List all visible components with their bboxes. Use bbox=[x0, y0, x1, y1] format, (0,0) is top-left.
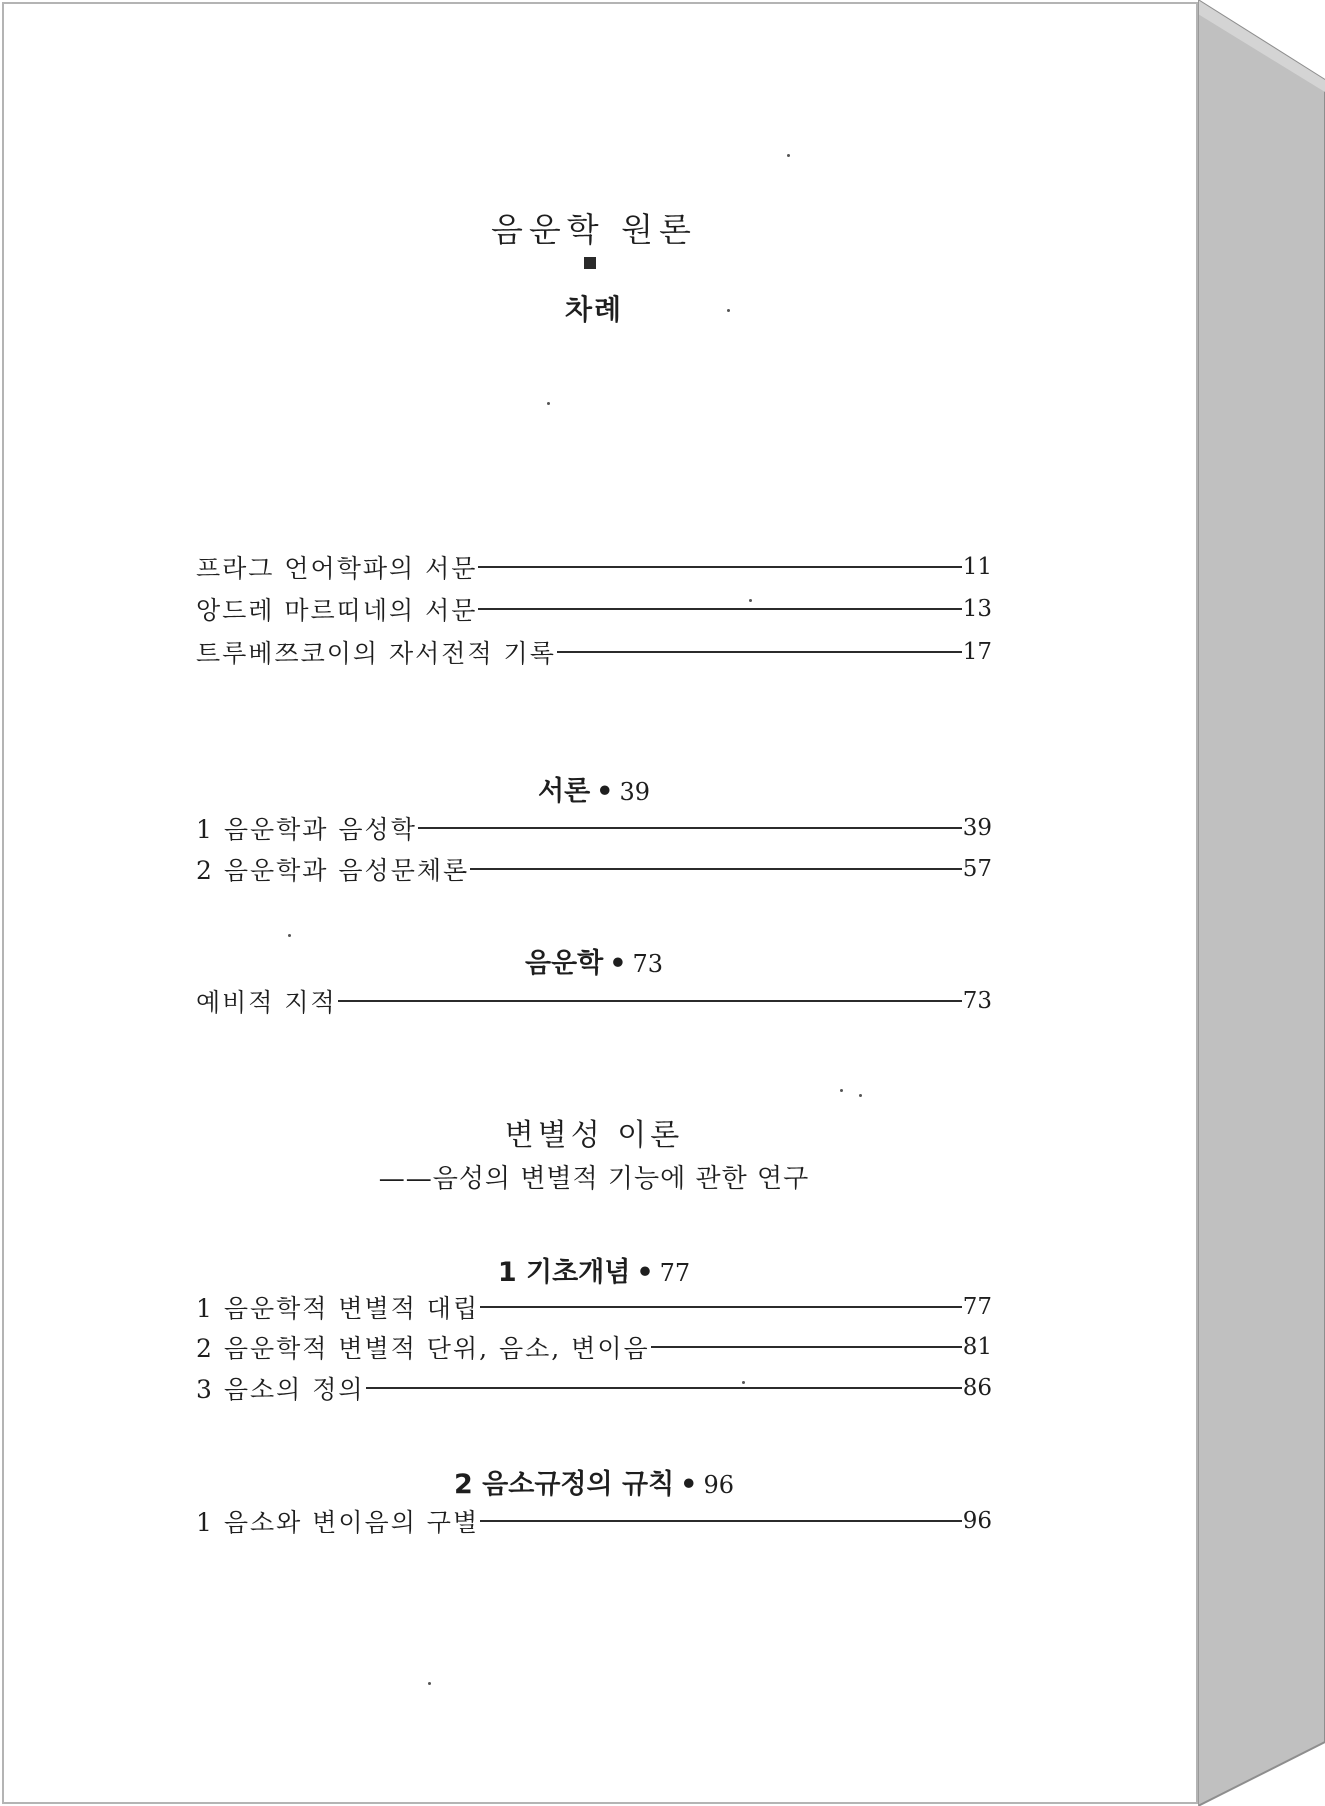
leader-line bbox=[480, 1306, 962, 1308]
chapter-heading-2 bbox=[4, 1462, 1184, 1501]
leader-line bbox=[338, 1000, 962, 1002]
toc-entry-page: 96 bbox=[962, 1508, 992, 1534]
chapter-page: 77 bbox=[659, 1259, 691, 1287]
toc-entry-label: 앙드레 마르띠네의 서문 bbox=[196, 596, 478, 625]
section-heading-intro bbox=[4, 769, 1184, 808]
toc-entry[interactable] bbox=[196, 1289, 992, 1325]
toc-entry-label: 1 음운학적 변별적 대립 bbox=[196, 1294, 480, 1323]
toc-entry-label: 프라그 언어학파의 서문 bbox=[196, 554, 478, 583]
chapter-page: 96 bbox=[703, 1471, 734, 1499]
chapter-title: 1 기초개념 bbox=[497, 1257, 631, 1288]
toc-entry-label: 2 음운학과 음성문체론 bbox=[196, 856, 470, 885]
separator-dot: • bbox=[609, 948, 627, 979]
section-page: 39 bbox=[619, 778, 650, 806]
leader-line bbox=[480, 1520, 962, 1522]
section-heading-phonology bbox=[4, 941, 1184, 980]
toc-entry[interactable] bbox=[196, 851, 992, 887]
toc-entry[interactable] bbox=[196, 983, 992, 1019]
toc-entry-page: 13 bbox=[962, 596, 992, 622]
toc-entry-page: 73 bbox=[962, 988, 992, 1014]
leader-line bbox=[651, 1346, 962, 1348]
leader-line bbox=[470, 868, 962, 870]
leader-line bbox=[418, 827, 962, 829]
book-page bbox=[2, 2, 1198, 1804]
book-edge bbox=[1198, 0, 1325, 1806]
toc-entry-label: 예비적 지적 bbox=[196, 988, 337, 1017]
leader-line bbox=[478, 608, 961, 610]
section-title: 서론 bbox=[538, 776, 591, 807]
leader-line bbox=[366, 1387, 962, 1389]
section-title: 음운학 bbox=[524, 948, 604, 979]
toc-entry[interactable] bbox=[196, 1503, 992, 1539]
toc-entry[interactable] bbox=[196, 591, 992, 627]
toc-entry-page: 81 bbox=[962, 1334, 992, 1360]
scan-speck bbox=[840, 1089, 843, 1092]
book-spine-edge-icon bbox=[1198, 0, 1325, 1806]
toc-entry[interactable] bbox=[196, 1370, 992, 1406]
toc-entry-page: 17 bbox=[962, 639, 992, 665]
scan-speck bbox=[859, 1094, 862, 1097]
scan-speck bbox=[787, 154, 790, 157]
scan-speck bbox=[547, 402, 550, 405]
part-subtitle: ——음성의 변별적 기능에 관한 연구 bbox=[378, 1164, 810, 1194]
toc-entry-label: 1 음소와 변이음의 구별 bbox=[196, 1508, 480, 1537]
toc-entry[interactable] bbox=[196, 1329, 992, 1365]
section-page: 73 bbox=[632, 950, 664, 978]
toc-entry-label: 트루베쯔코이의 자서전적 기록 bbox=[196, 639, 556, 668]
toc-heading: 차례 bbox=[564, 293, 624, 326]
scan-speck bbox=[742, 1381, 745, 1384]
toc-entry-page: 39 bbox=[962, 815, 992, 841]
toc-entry-page: 57 bbox=[962, 856, 992, 882]
scan-speck bbox=[288, 934, 291, 937]
toc-entry[interactable] bbox=[196, 634, 992, 670]
toc-entry-label: 2 음운학적 변별적 단위, 음소, 변이음 bbox=[196, 1334, 650, 1363]
toc-entry-label: 3 음소의 정의 bbox=[196, 1375, 365, 1404]
toc-entry-page: 86 bbox=[962, 1375, 992, 1401]
square-ornament-icon bbox=[584, 257, 596, 269]
scan-speck bbox=[727, 309, 730, 312]
chapter-heading-1 bbox=[4, 1250, 1184, 1289]
toc-entry[interactable] bbox=[196, 549, 992, 585]
toc-entry-label: 1 음운학과 음성학 bbox=[196, 815, 417, 844]
chapter-title: 2 음소규정의 규칙 bbox=[454, 1469, 675, 1500]
toc-entry[interactable] bbox=[196, 810, 992, 846]
toc-entry-page: 11 bbox=[962, 554, 992, 580]
scan-speck bbox=[749, 599, 752, 602]
separator-dot: • bbox=[680, 1469, 698, 1500]
separator-dot: • bbox=[636, 1257, 654, 1288]
scan-speck bbox=[428, 1682, 431, 1685]
separator-dot: • bbox=[596, 776, 614, 807]
book-title: 음운학 원론 bbox=[491, 210, 697, 249]
toc-entry-page: 77 bbox=[962, 1294, 992, 1320]
leader-line bbox=[478, 566, 961, 568]
leader-line bbox=[557, 651, 962, 653]
part-title: 변별성 이론 bbox=[504, 1118, 684, 1153]
